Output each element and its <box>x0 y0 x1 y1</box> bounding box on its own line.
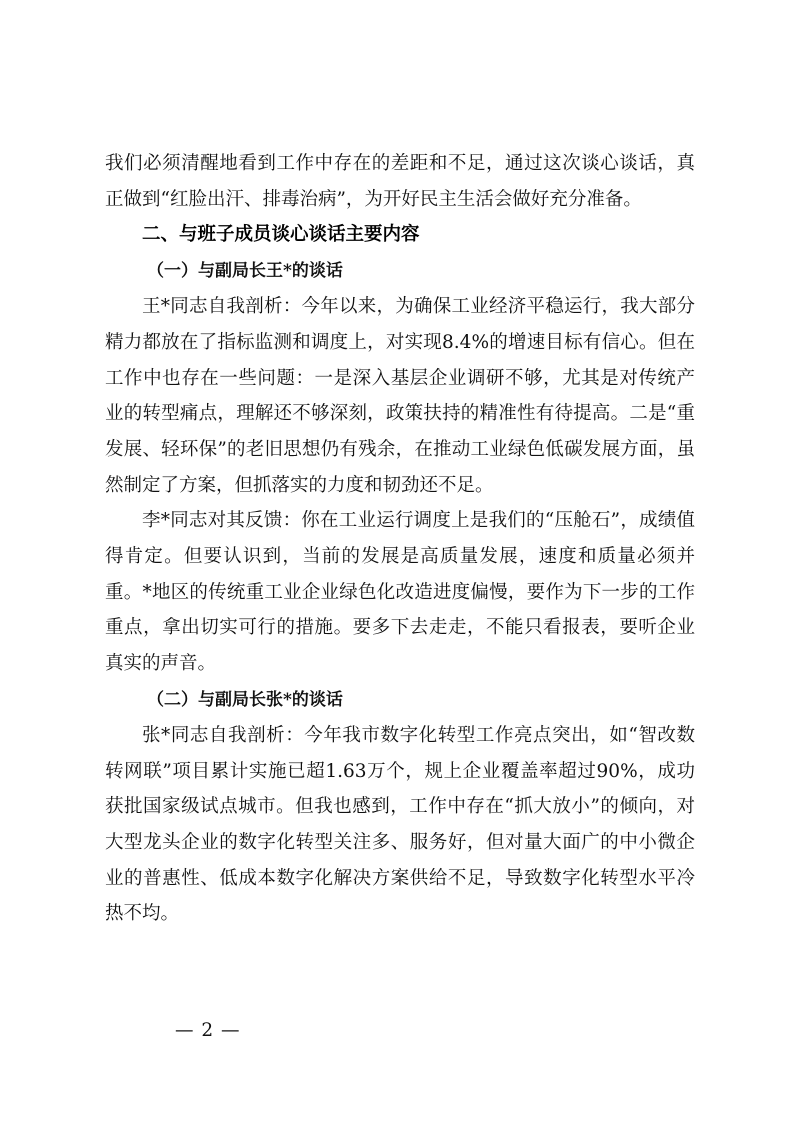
subsection-heading-1: （一）与副局长王*的谈话 <box>147 261 343 282</box>
page-number: — 2 — <box>175 1020 241 1041</box>
paragraph-wang-self-analysis: 王*同志自我剖析：今年以来，为确保工业经济平稳运行，我大部分精力都放在了指标监测和调度上，对实现8.4%的增速目标有信心。但在工作中也存在一些问题：一是深入基层企业调研不够，尤其是对传统产业的转型痛点，理解还不够深刻，政策扶持的精准性有待提高。二是“重发展、轻环保”的老旧思想仍有残余，在推动工业绿色低碳发展方面，虽然制定了方案，但抓落实的力度和韧劲还不足。 <box>105 296 695 496</box>
paragraph-zhang-self-analysis: 张*同志自我剖析：今年我市数字化转型工作亮点突出，如“智改数转网联”项目累计实施已超1.63万个，规上企业覆盖率超过90%，成功获批国家级试点城市。但我也感到，工作中存在“抓大放小”的倾向，对大型龙头企业的数字化转型关注多、服务好，但对量大面广的中小微企业的普惠性、低成本数字化解决方案供给不足，导致数字化转型水平冷热不均。 <box>105 724 695 925</box>
paragraph-continuation: 我们必须清醒地看到工作中存在的差距和不足，通过这次谈心谈话，真正做到“红脸出汗、排毒治病”，为开好民主生活会做好充分准备。 <box>105 153 695 210</box>
section-heading: 二、与班子成员谈心谈话主要内容 <box>142 224 420 246</box>
subsection-heading-2: （二）与副局长张*的谈话 <box>147 689 343 710</box>
document-body <box>105 146 695 932</box>
paragraph-li-feedback: 李*同志对其反馈：你在工业运行调度上是我们的“压舱石”，成绩值得肯定。但要认识到，当前的发展是高质量发展，速度和质量必须并重。*地区的传统重工业企业绿色化改造进度偏慢，要作为下一步的工作重点，拿出切实可行的措施。要多下去走走，不能只看报表，要听企业真实的声音。 <box>105 510 695 675</box>
